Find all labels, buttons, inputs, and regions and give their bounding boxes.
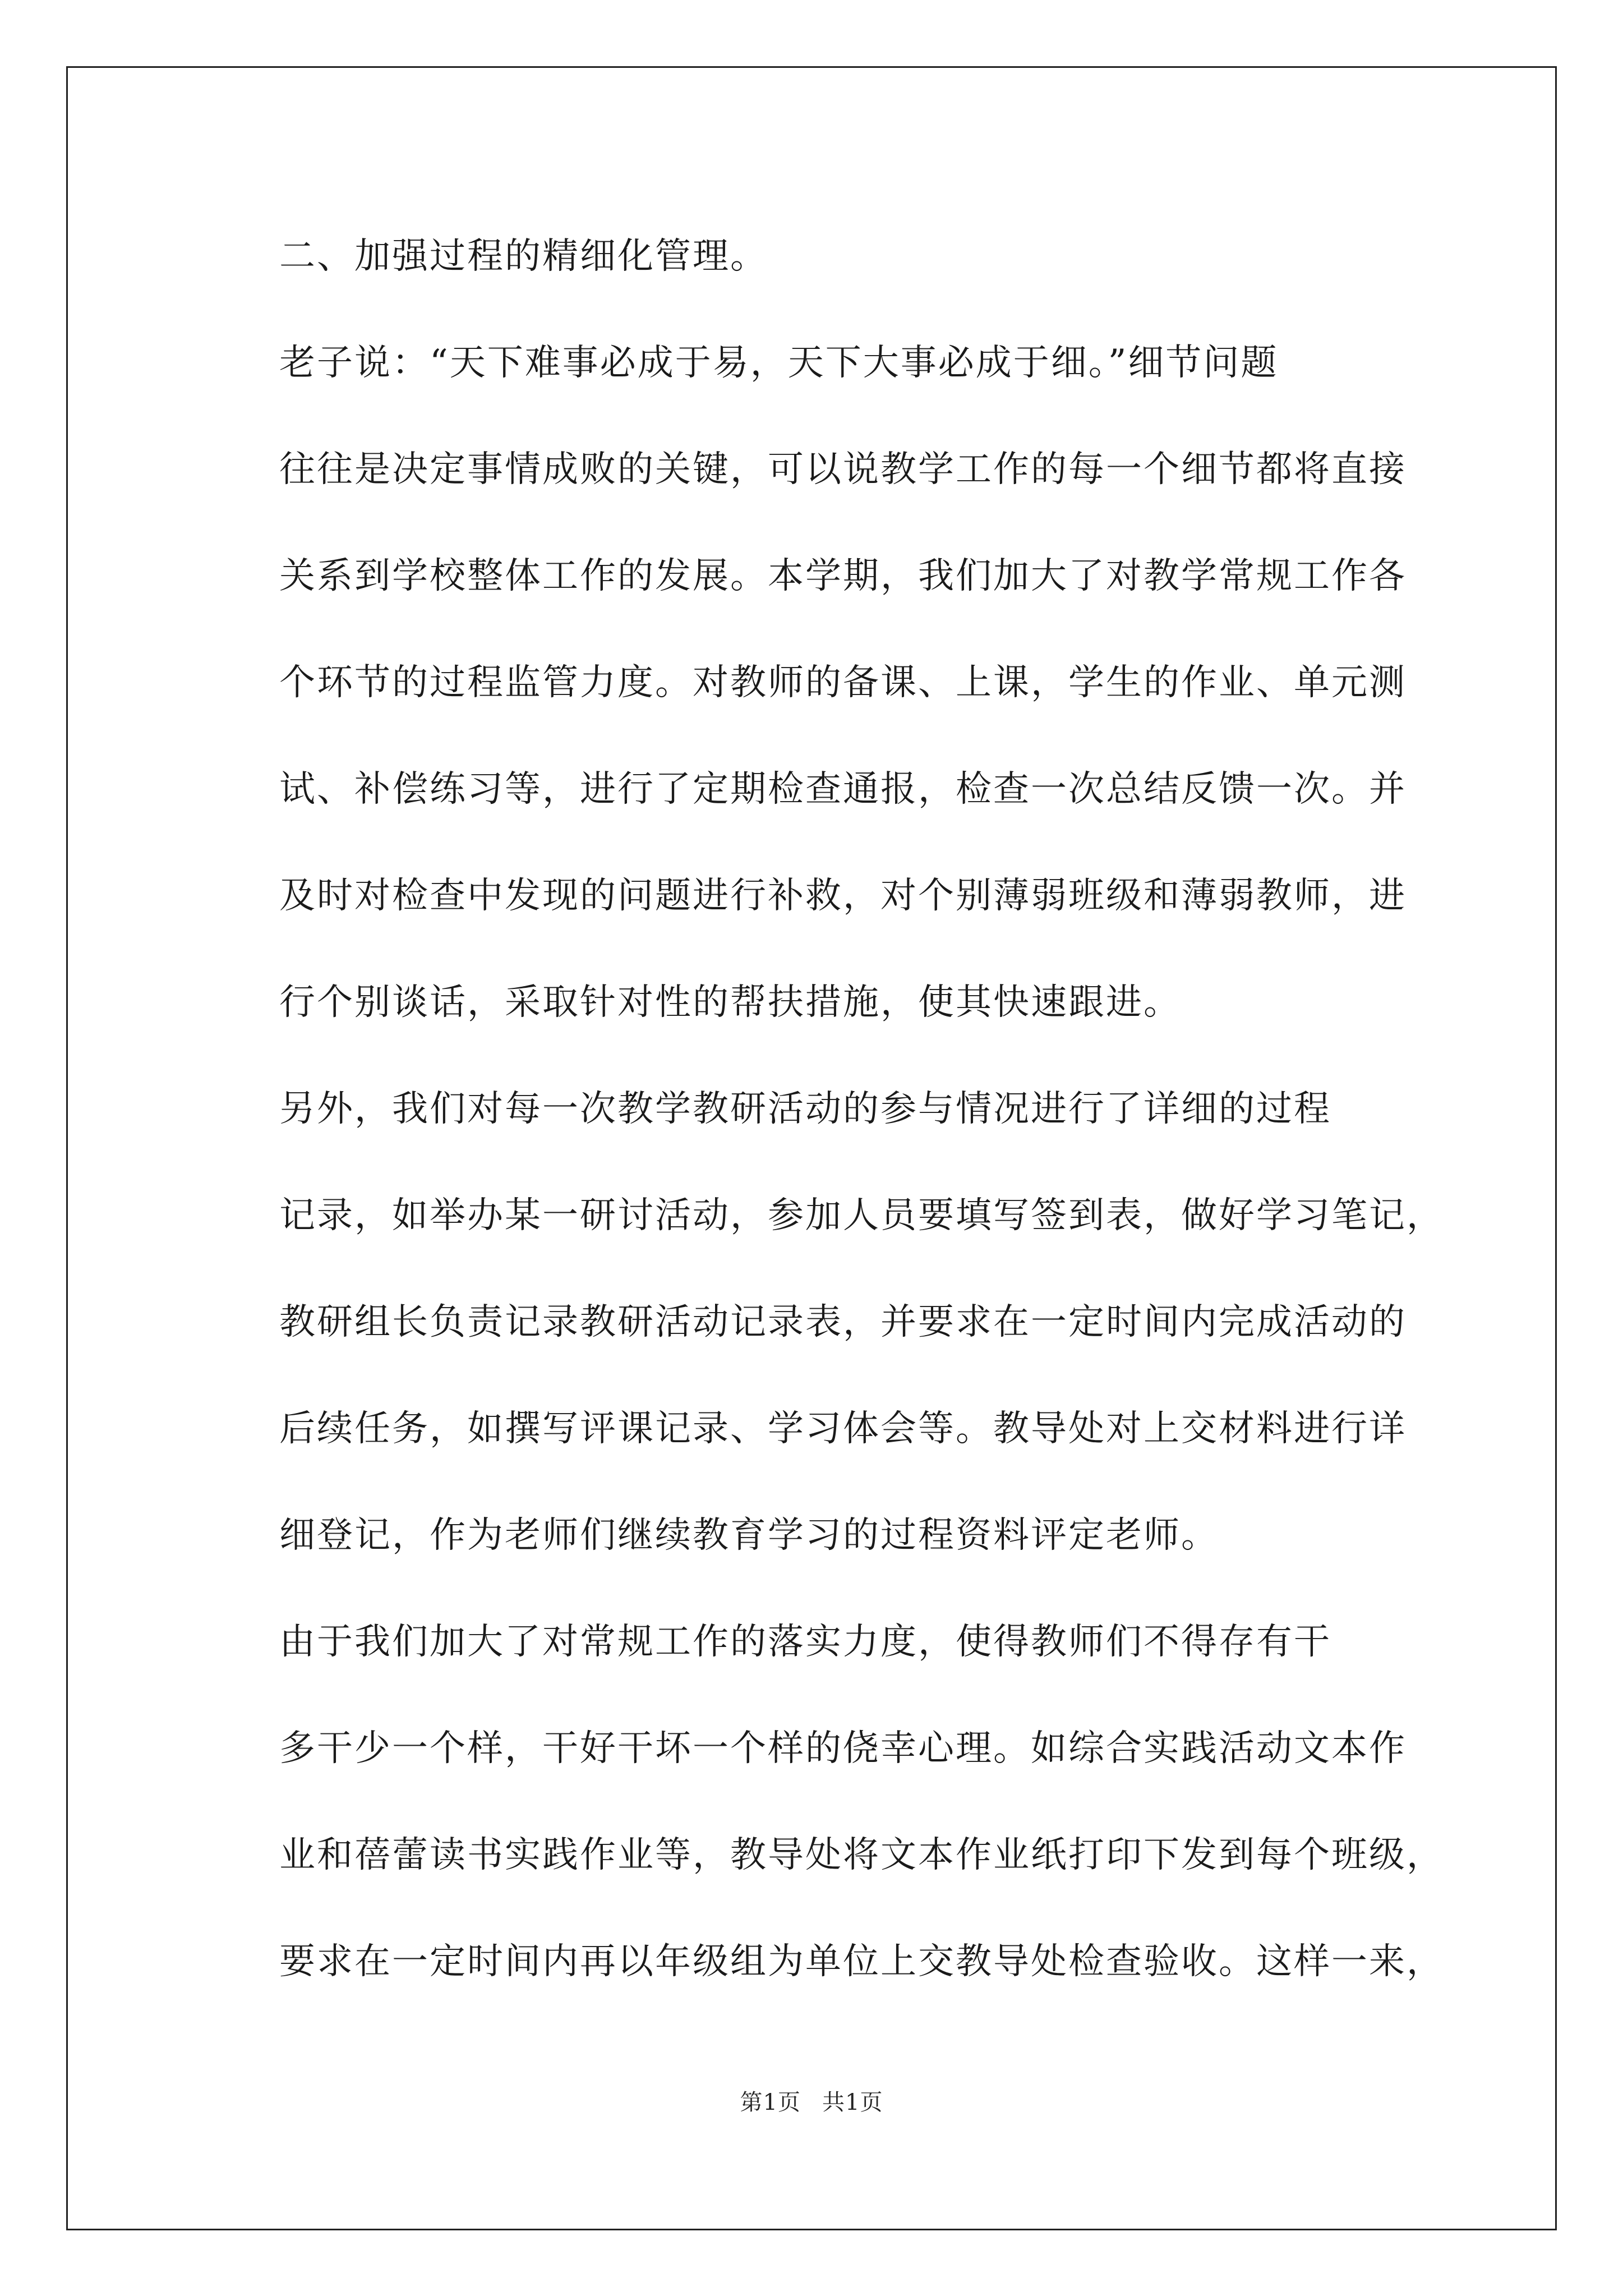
text-line: 个环节的过程监管力度。对教师的备课、上课，学生的作业、单元测 xyxy=(279,662,1407,703)
paragraph xyxy=(201,1056,1444,1589)
text-line: 记录，如举办某一研讨活动，参加人员要填写签到表，做好学习笔记， xyxy=(279,1195,1444,1236)
text-line: 行个别谈话，采取针对性的帮扶措施，使其快速跟进。 xyxy=(279,982,1181,1023)
page-number: 第1页 xyxy=(740,2090,801,2115)
document-body xyxy=(201,203,1444,2015)
text-line: 试、补偿练习等，进行了定期检查通报，检查一次总结反馈一次。并 xyxy=(279,769,1407,810)
text-line: 二、加强过程的精细化管理。 xyxy=(279,236,768,277)
text-line: 要求在一定时间内再以年级组为单位上交教导处检查验收。这样一来， xyxy=(279,1941,1444,1982)
paragraph xyxy=(201,1589,1444,2015)
paragraph xyxy=(201,310,1435,1056)
text-line: 教研组长负责记录教研活动记录表，并要求在一定时间内完成活动的 xyxy=(279,1301,1407,1343)
text-line: 关系到学校整体工作的发展。本学期，我们加大了对教学常规工作各 xyxy=(279,555,1407,597)
text-line: 及时对检查中发现的问题进行补救，对个别薄弱班级和薄弱教师，进 xyxy=(279,875,1407,917)
page-total: 共1页 xyxy=(822,2090,883,2115)
text-line: 后续任务，如撰写评课记录、学习体会等。教导处对上交材料进行详 xyxy=(279,1408,1407,1450)
text-line: 另外，我们对每一次教学教研活动的参与情况进行了详细的过程 xyxy=(279,1088,1331,1130)
text-line: 老子说：“天下难事必成于易，天下大事必成于细。”细节问题 xyxy=(279,342,1279,384)
section-heading xyxy=(201,203,1435,310)
text-line: 往往是决定事情成败的关键，可以说教学工作的每一个细节都将直接 xyxy=(279,449,1407,490)
text-line: 细登记，作为老师们继续教育学习的过程资料评定老师。 xyxy=(279,1515,1219,1556)
page-footer xyxy=(0,2086,1623,2119)
text-line: 业和蓓蕾读书实践作业等，教导处将文本作业纸打印下发到每个班级， xyxy=(279,1834,1444,1876)
text-line: 多干少一个样，干好干坏一个样的侥幸心理。如综合实践活动文本作 xyxy=(279,1728,1407,1769)
text-line: 由于我们加大了对常规工作的落实力度，使得教师们不得存有干 xyxy=(279,1621,1331,1663)
